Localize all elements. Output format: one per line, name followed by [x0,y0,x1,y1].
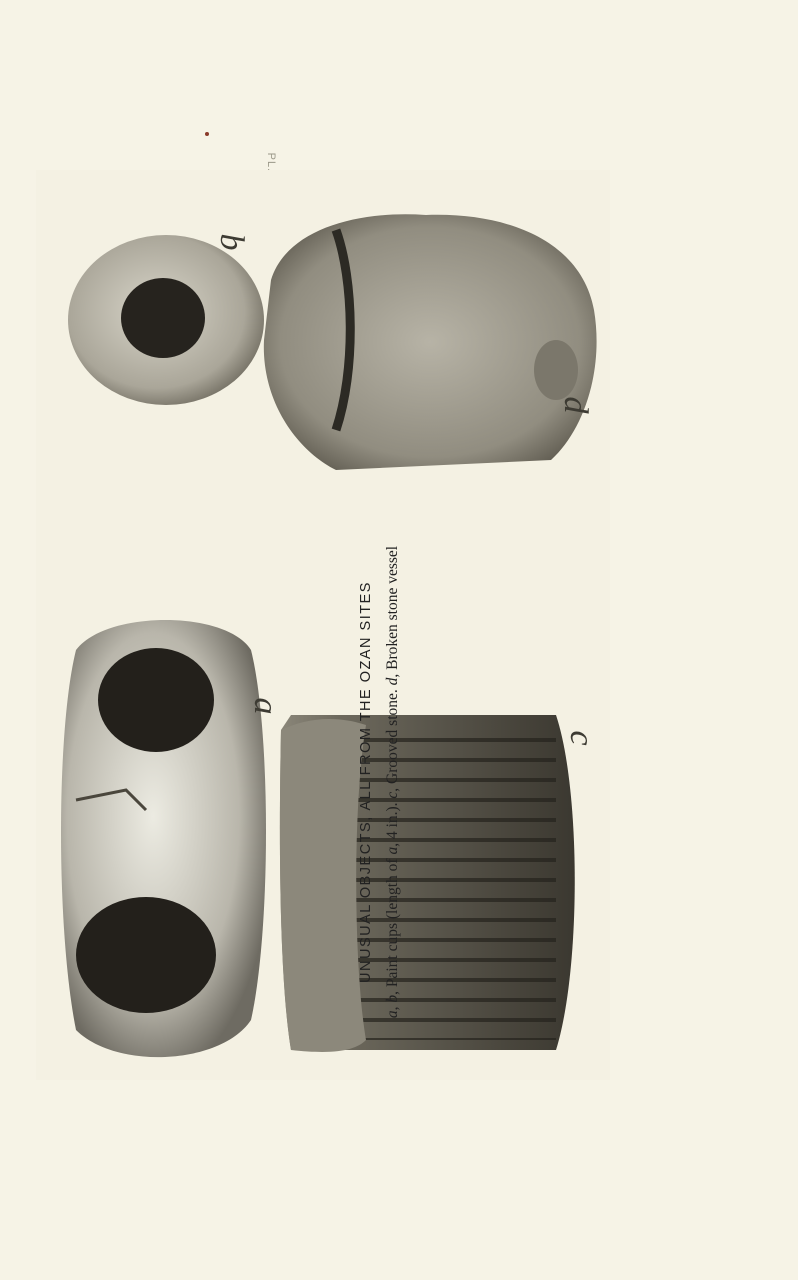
caption-ref-d: d [384,677,401,686]
caption-ref-a: a [384,846,401,855]
figure-letter-b: b [213,233,250,251]
figure-letter-c: c [563,730,600,746]
paint-cup-b [68,235,264,405]
plate-photograph [36,170,610,1080]
caption-description [380,382,406,1182]
plate-caption [352,382,428,1182]
caption-text: , Grooved stone. [384,685,401,792]
paper-speck [205,132,209,136]
caption-text: , 4 in.). [384,798,401,847]
broken-stone-vessel-d [264,214,597,470]
caption-title: UNUSUAL OBJECTS, ALL FROM THE OZAN SITES [358,581,374,983]
paint-cup-a [61,620,266,1057]
caption-ref-a: a [384,1010,401,1019]
figure-letter-d: d [557,396,594,414]
figure-letter-a: a [247,697,284,715]
caption-text: , Broken stone vessel [384,545,401,678]
caption-text: , Paint cups (length of [384,854,401,995]
caption-text: , [384,1002,401,1011]
caption-ref-c: c [384,791,401,799]
caption-ref-b: b [384,994,401,1003]
